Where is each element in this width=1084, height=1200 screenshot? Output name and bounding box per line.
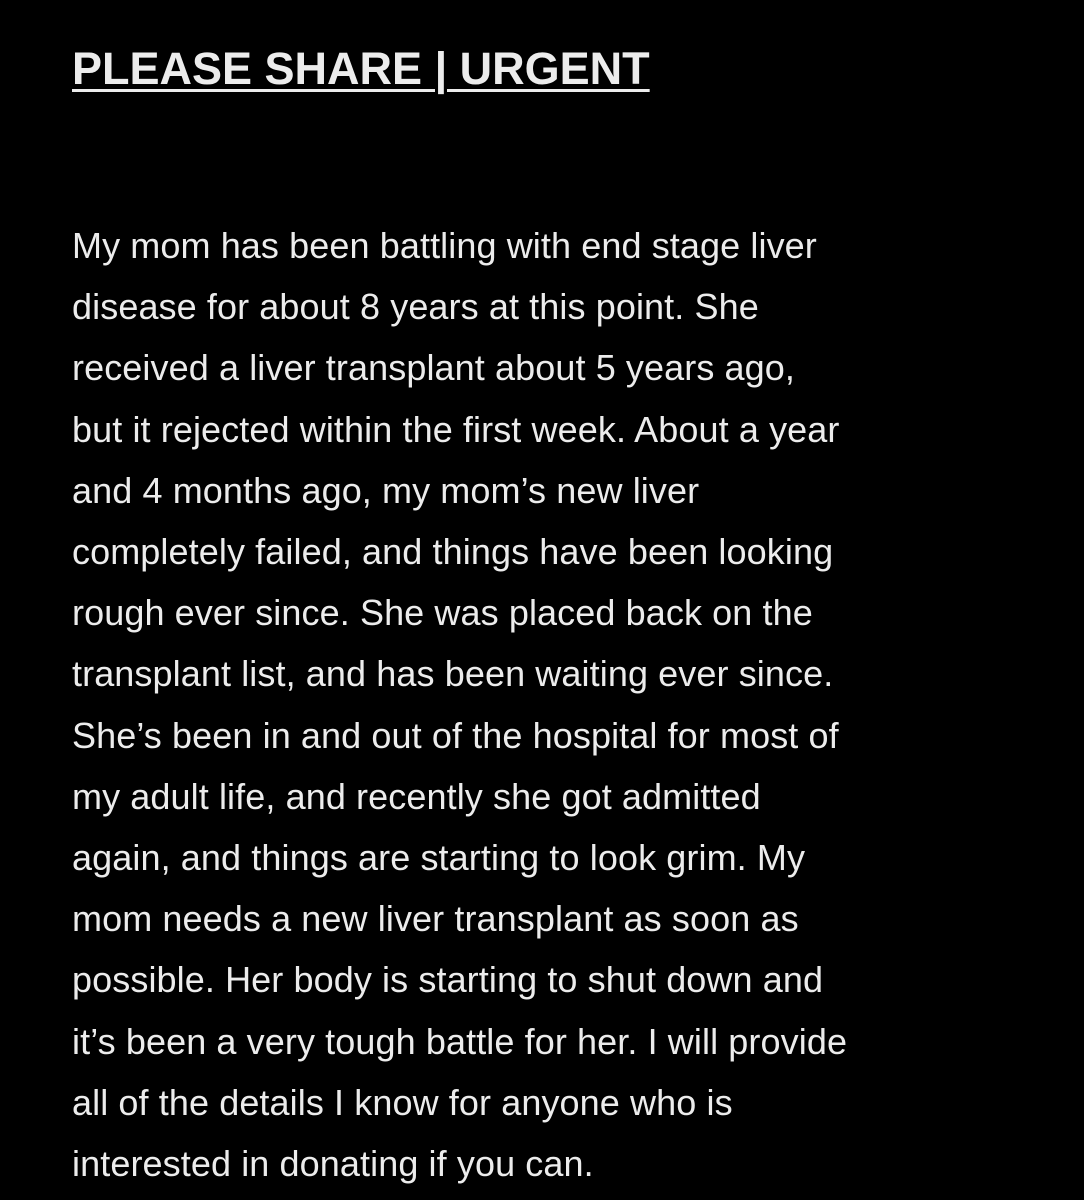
body-line: mom needs a new liver transplant as soon as <box>72 898 799 940</box>
body-line: possible. Her body is starting to shut down and <box>72 959 824 1001</box>
body-line: My mom has been battling with end stage liver <box>72 225 817 266</box>
body-line: interested in donating if you can. <box>72 1143 594 1185</box>
body-line: transplant list, and has been waiting ever since. <box>72 653 834 695</box>
body-line: all of the details I know for anyone who is <box>72 1081 733 1123</box>
body-line: received a liver transplant about 5 years ago, <box>72 347 796 389</box>
body-line: disease for about 8 years at this point. She <box>72 286 759 328</box>
note-body <box>72 215 1032 1194</box>
body-line: but it rejected within the first week. About a year <box>72 408 840 450</box>
body-line: She’s been in and out of the hospital for most of <box>72 714 839 756</box>
note-title: PLEASE SHARE | URGENT <box>72 43 650 94</box>
body-line: my adult life, and recently she got admitted <box>72 775 761 817</box>
body-line: again, and things are starting to look grim. My <box>72 837 806 879</box>
body-line: and 4 months ago, my mom’s new liver <box>72 469 700 511</box>
body-line: it’s been a very tough battle for her. I will provide <box>72 1020 848 1062</box>
note-content <box>72 38 1032 1194</box>
body-line: completely failed, and things have been looking <box>72 531 834 573</box>
body-line: rough ever since. She was placed back on the <box>72 592 813 634</box>
